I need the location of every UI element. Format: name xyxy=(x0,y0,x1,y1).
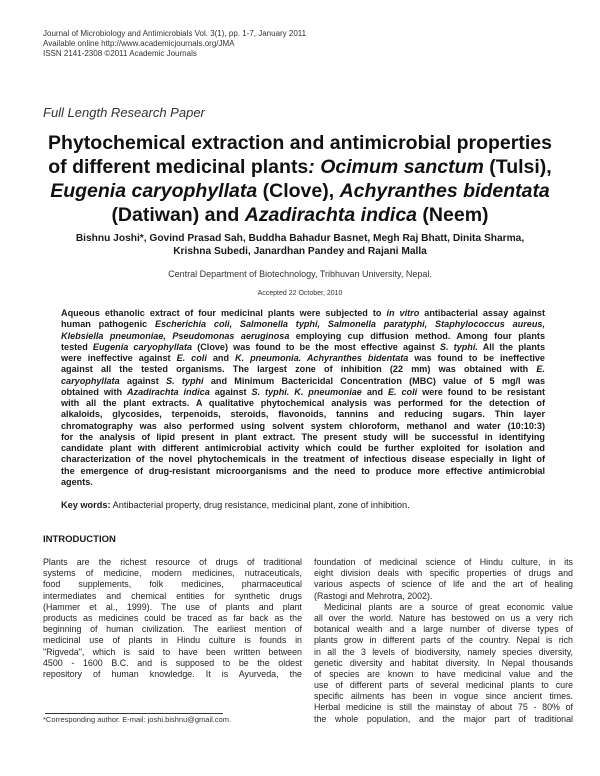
body-text-line: systems of medicine, modern medicines, nutraceuticals, xyxy=(43,568,302,579)
body-text-line: repository of human knowledge. It is Ayurveda, the xyxy=(43,668,302,679)
body-text-line: Plants are the richest resource of drugs of traditional xyxy=(43,557,302,567)
text-run: was found to be ineffective xyxy=(408,353,545,364)
body-text-line: Herbal medicine is still the mainstay of about 75 - 80% of xyxy=(314,702,573,713)
italic-text-run: E. xyxy=(536,364,545,375)
text-run: agents. xyxy=(61,476,93,487)
journal-citation: Journal of Microbiology and Antimicrobials Vol. 3(1), pp. 1-7, January 2011 xyxy=(43,29,307,38)
body-text-line: eight division deals with specific properties of drugs and xyxy=(314,568,573,579)
text-run: Phytochemical extraction and antimicrobial properties xyxy=(48,132,552,154)
text-run: against xyxy=(209,386,252,397)
keywords xyxy=(61,500,410,510)
footnote: *Corresponding author. E-mail: joshi.bishnu@gmail.com. xyxy=(43,715,232,724)
body-text-line: food supplements, folk medicines, pharmaceutical xyxy=(43,579,302,590)
left-column xyxy=(43,557,302,680)
journal-issn: ISSN 2141-2308 ©2011 Academic Journals xyxy=(43,49,197,58)
abstract xyxy=(61,308,545,488)
text-run: (Datiwan) and xyxy=(111,204,245,226)
body-text-line: the whole population, and the major part of traditional xyxy=(314,713,573,724)
body-text-line: of species are known to have medicinal value and the xyxy=(314,668,573,679)
text-run: characterization of the novel phytochemicals in the treatment of infectious disease especially in light of xyxy=(61,454,545,465)
abstract-line xyxy=(61,342,545,353)
text-run: obtained with xyxy=(61,386,127,397)
body-text-line: 4500 - 1600 B.C. and is supposed to be the oldest xyxy=(43,657,302,668)
text-run: were found to be resistant xyxy=(417,386,546,397)
italic-text-run: E. coli xyxy=(176,353,207,364)
authors xyxy=(20,232,580,258)
text-run: antibacterial assay against xyxy=(419,308,545,318)
text-run: (Tulsi), xyxy=(483,156,552,178)
italic-text-run: Escherichia coli, Salmonella typhi, Salmonella paratyphi, Staphylococcus aureus, xyxy=(155,319,545,330)
abstract-line xyxy=(61,477,545,488)
text-run: (Clove), xyxy=(257,180,340,202)
text-run: Aqueous ethanolic extract of four medicinal plants were subjected to xyxy=(61,308,387,318)
title-line xyxy=(20,131,580,155)
section-heading: INTRODUCTION xyxy=(43,534,116,545)
title-line xyxy=(20,203,580,227)
text-run: with all the plant extracts. A qualitative phytochemical analysis was performed for the detection of xyxy=(61,398,545,409)
right-column xyxy=(314,557,573,725)
body-text-line: genetic diversity and habitat diversity. In Nepal thousands xyxy=(314,657,573,668)
text-run: of different medicinal plants xyxy=(48,156,309,178)
accepted-date: Accepted 22 October, 2010 xyxy=(257,290,343,297)
italic-text-run: Eugenia caryophyllata xyxy=(50,180,258,202)
italic-text-run: K. pneumonia. Achyranthes bidentata xyxy=(235,353,409,364)
body-text-line: (Hammer et al., 1999). The use of plants and plant xyxy=(43,601,302,612)
italic-text-run: Azadirachta indica xyxy=(126,386,210,397)
italic-text-run: E. coli xyxy=(387,386,418,397)
italic-text-run: caryophyllata xyxy=(61,375,120,386)
body-text-line: foundation of medicinal science of Hindu culture, in its xyxy=(314,557,573,567)
text-run: the emergence of drug-resistant microorganisms and the need to produce more effective antimicrobial xyxy=(61,465,545,476)
text-run: against all the tested organisms. The largest zone of inhibition (22 mm) was obtained with xyxy=(61,364,537,375)
text-run: (Neem) xyxy=(417,204,489,226)
body-text-line: plants grow in different parts of the country. Nepal is rich xyxy=(314,635,573,646)
text-run: and Minimum Bactericidal Concentration (MBC) value of 5 mg/l was xyxy=(203,375,545,386)
body-text-line: all over the world. Nature has bestowed on us a very rich xyxy=(314,612,573,623)
abstract-line xyxy=(61,387,545,398)
title-line xyxy=(20,155,580,179)
body-text-line: Medicinal plants are a source of great economic value xyxy=(324,601,573,612)
body-text-line: botanical wealth and a large number of diverse types of xyxy=(314,624,573,635)
title-line xyxy=(20,179,580,203)
body-text-line: products as medicines could be traced as far back as the xyxy=(43,612,302,623)
text-run: alkaloids, glycosides, terpenoids, steroids, flavonoids, tannins and reducing sugars. Thin layer xyxy=(61,409,545,420)
paper-type: Full Length Research Paper xyxy=(43,105,205,120)
text-run: and xyxy=(206,353,236,364)
text-run: were ineffective against xyxy=(61,353,177,364)
authors-line: Bishnu Joshi*, Govind Prasad Sah, Buddha Bahadur Basnet, Megh Raj Bhatt, Dinita Sharma, xyxy=(75,233,525,244)
abstract-line xyxy=(61,364,545,375)
body-text-line: (Rastogi and Mehrotra, 2002). xyxy=(314,590,433,601)
italic-text-run: : Ocimum sanctum xyxy=(308,156,484,178)
abstract-line xyxy=(61,421,545,432)
italic-text-run: Achyranthes bidentata xyxy=(339,180,550,202)
italic-text-run: Eugenia caryophyllata xyxy=(92,341,193,352)
keywords-label: Key words: xyxy=(61,500,111,510)
italic-text-run: S. typhi xyxy=(166,375,204,386)
body-text-line: in all the 3 levels of biodiversity, namely species diversity, xyxy=(314,646,573,657)
text-run: chromatography was also performed using solvent system chloroform, methanol and water (10:10:3) xyxy=(61,420,545,431)
text-run: for the analysis of lipid present in plant extract. The present study will be successful in identifying xyxy=(61,431,545,442)
text-run: and xyxy=(361,386,388,397)
abstract-line xyxy=(61,353,545,364)
keywords-text: Antibacterial property, drug resistance, medicinal plant, zone of inhibition. xyxy=(110,500,410,510)
body-text-line: "Rigveda", which is said to have been written between xyxy=(43,646,302,657)
abstract-line xyxy=(61,308,545,319)
abstract-line xyxy=(61,409,545,420)
abstract-line xyxy=(61,432,545,443)
italic-text-run: Azadirachta indica xyxy=(244,204,418,226)
paper-title xyxy=(20,131,580,227)
body-text-line: use of different parts of several medicinal plants to cure xyxy=(314,680,573,691)
abstract-line xyxy=(61,466,545,477)
text-run: against xyxy=(119,375,166,386)
body-text-line: medicinal use of plants in Hindu culture is founds in xyxy=(43,635,302,646)
text-run: All the plants xyxy=(477,341,545,352)
affiliation: Central Department of Biotechnology, Tribhuvan University, Nepal. xyxy=(168,269,432,279)
italic-text-run: S. typhi. xyxy=(439,341,478,352)
italic-text-run: S. typhi. K. pneumoniae xyxy=(251,386,362,397)
authors-line: Krishna Subedi, Janardhan Pandey and Rajani Malla xyxy=(173,246,427,257)
journal-url: Available online http://www.academicjournals.org/JMA xyxy=(43,39,235,48)
text-run: human pathogenic xyxy=(61,319,155,330)
italic-text-run: in vitro xyxy=(386,308,420,318)
abstract-line xyxy=(61,443,545,454)
abstract-line xyxy=(61,454,545,465)
text-run: candidate plant with different antimicrobial activity which could be further exploited for isolation and xyxy=(61,443,545,454)
abstract-line xyxy=(61,319,545,330)
abstract-line xyxy=(61,398,545,409)
text-run: (Clove) was found to be the most effective against xyxy=(192,341,440,352)
text-run: employing cup diffusion method. Among four plants xyxy=(289,330,545,341)
footnote-divider xyxy=(45,713,223,714)
italic-text-run: Klebsiella pneumoniae, Pseudomonas aeruginosa xyxy=(61,330,290,341)
abstract-line xyxy=(61,331,545,342)
body-text-line: beginning of human civilization. The earliest mention of xyxy=(43,624,302,635)
body-text-line: intermediates and chemical entities for synthetic drugs xyxy=(43,590,302,601)
body-text-line: various aspects of science of life and the art of healing xyxy=(314,579,573,590)
abstract-line xyxy=(61,376,545,387)
text-run: tested xyxy=(61,341,93,352)
body-text-line: specific ailments has been in vogue since ancient times. xyxy=(314,691,573,702)
